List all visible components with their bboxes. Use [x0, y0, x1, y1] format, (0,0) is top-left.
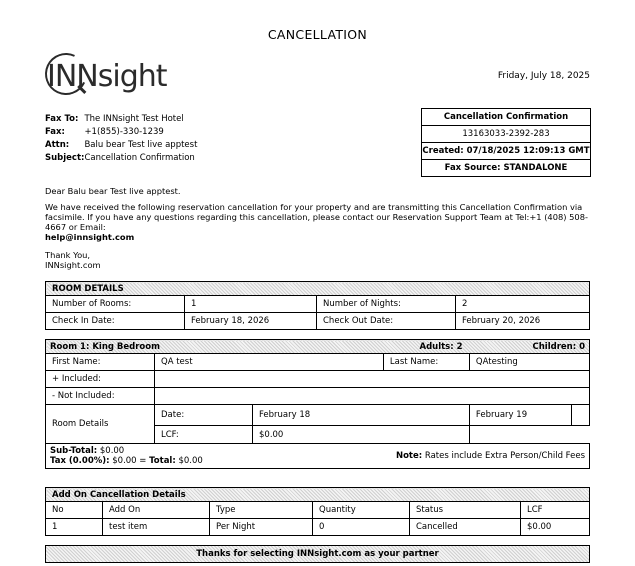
num-rooms-value: 1: [185, 296, 317, 313]
total-value: $0.00: [178, 456, 203, 466]
page-title: CANCELLATION: [267, 27, 368, 42]
addon-heading: Add On Cancellation Details: [46, 488, 590, 502]
cell-divider: [571, 405, 572, 425]
checkin-label: Check In Date:: [46, 313, 185, 330]
room1-table: [45, 339, 590, 469]
logo-text: INNsight: [47, 59, 167, 94]
fax-to-label: Fax To:: [45, 113, 79, 124]
subject-label: Subject:: [45, 152, 85, 163]
room-details-table: [45, 281, 590, 330]
attn-value: Balu bear Test live apptest: [84, 139, 198, 150]
date-2-cell: [469, 405, 589, 426]
room1-heading-row: [46, 340, 590, 354]
num-rooms-label: Number of Rooms:: [46, 296, 185, 313]
date-1: February 18: [253, 405, 470, 426]
totals-row: [46, 444, 590, 469]
num-nights-label: Number of Nights:: [317, 296, 456, 313]
room1-adults: Adults: 2: [419, 341, 463, 352]
rate-note: Note: Rates include Extra Person/Child Fees: [395, 451, 585, 461]
confirmation-heading: Cancellation Confirmation: [422, 109, 590, 126]
fax-label: Fax:: [45, 126, 65, 137]
room-details-label: Room Details: [46, 405, 155, 444]
date-2: February 19: [475, 410, 528, 420]
addon-col-type: Type: [210, 502, 313, 519]
confirmation-created: Created: 07/18/2025 12:09:13 GMT: [422, 143, 590, 160]
addon-col-no: No: [46, 502, 103, 519]
checkin-value: February 18, 2026: [185, 313, 317, 330]
room1-heading: Room 1: King Bedroom: [50, 341, 160, 352]
subtotal-value: $0.00: [99, 446, 125, 456]
footer-thanks: Thanks for selecting INNsight.com as your partner: [45, 545, 590, 563]
first-name-value: QA test: [155, 354, 384, 371]
included-value: [155, 371, 590, 388]
room1-children: Children: 0: [532, 341, 585, 352]
addon-col-addon: Add On: [103, 502, 210, 519]
subtotal-label: Sub-Total:: [50, 446, 98, 456]
letter-body: [45, 186, 590, 276]
addon-table: [45, 487, 590, 536]
addon-cell: 1: [46, 519, 103, 536]
fax-header: [45, 112, 197, 164]
addon-col-status: Status: [410, 502, 521, 519]
included-label: + Included:: [46, 371, 155, 388]
addon-cell: Per Night: [210, 519, 313, 536]
lcf-label: LCF:: [155, 426, 253, 444]
letter-greeting: Dear Balu bear Test live apptest.: [45, 186, 181, 196]
tax-value: $0.00 =: [112, 456, 147, 466]
addon-cell: $0.00: [521, 519, 590, 536]
addon-cell: Cancelled: [410, 519, 521, 536]
letter-signature: INNsight.com: [45, 260, 101, 270]
fax-value: +1(855)-330-1239: [84, 126, 164, 137]
addon-cell: 0: [313, 519, 410, 536]
confirmation-number: 13163033-2392-283: [422, 126, 590, 143]
letter-paragraph: We have received the following reservation cancellation for your property and are transmitting this Cancellation Confirmation via facsimile. If you have any questions regarding this cancellation, please contact our Reservation Support Team at Tel:+1 (408) 508-4667 or Email:: [45, 202, 588, 232]
tax-label: Tax (0.00%):: [50, 456, 110, 466]
last-name-value: QAtesting: [469, 354, 589, 371]
addon-col-quantity: Quantity: [313, 502, 410, 519]
innsight-logo: [45, 50, 185, 98]
not-included-label: - Not Included:: [46, 388, 155, 405]
total-label: Total:: [149, 456, 176, 466]
confirmation-source: Fax Source: STANDALONE: [444, 163, 568, 173]
not-included-value: [155, 388, 590, 405]
subject-value: Cancellation Confirmation: [84, 152, 195, 163]
date-label: Date:: [155, 405, 253, 426]
checkout-value: February 20, 2026: [456, 313, 590, 330]
support-email-link[interactable]: help@innsight.com: [45, 232, 135, 242]
document-date: Friday, July 18, 2025: [497, 71, 590, 81]
lcf-blank: [469, 426, 589, 444]
last-name-label: Last Name:: [383, 354, 469, 371]
checkout-label: Check Out Date:: [317, 313, 456, 330]
lcf-1: $0.00: [253, 426, 470, 444]
letter-thanks: Thank You,: [45, 250, 91, 260]
first-name-label: First Name:: [46, 354, 155, 371]
confirmation-box: [421, 108, 591, 177]
table-row: [46, 519, 590, 536]
num-nights-value: 2: [456, 296, 590, 313]
room-details-heading: ROOM DETAILS: [46, 282, 590, 296]
addon-col-lcf: LCF: [521, 502, 590, 519]
addon-cell: test item: [103, 519, 210, 536]
attn-label: Attn:: [45, 139, 70, 150]
fax-to-value: The INNsight Test Hotel: [84, 113, 184, 124]
